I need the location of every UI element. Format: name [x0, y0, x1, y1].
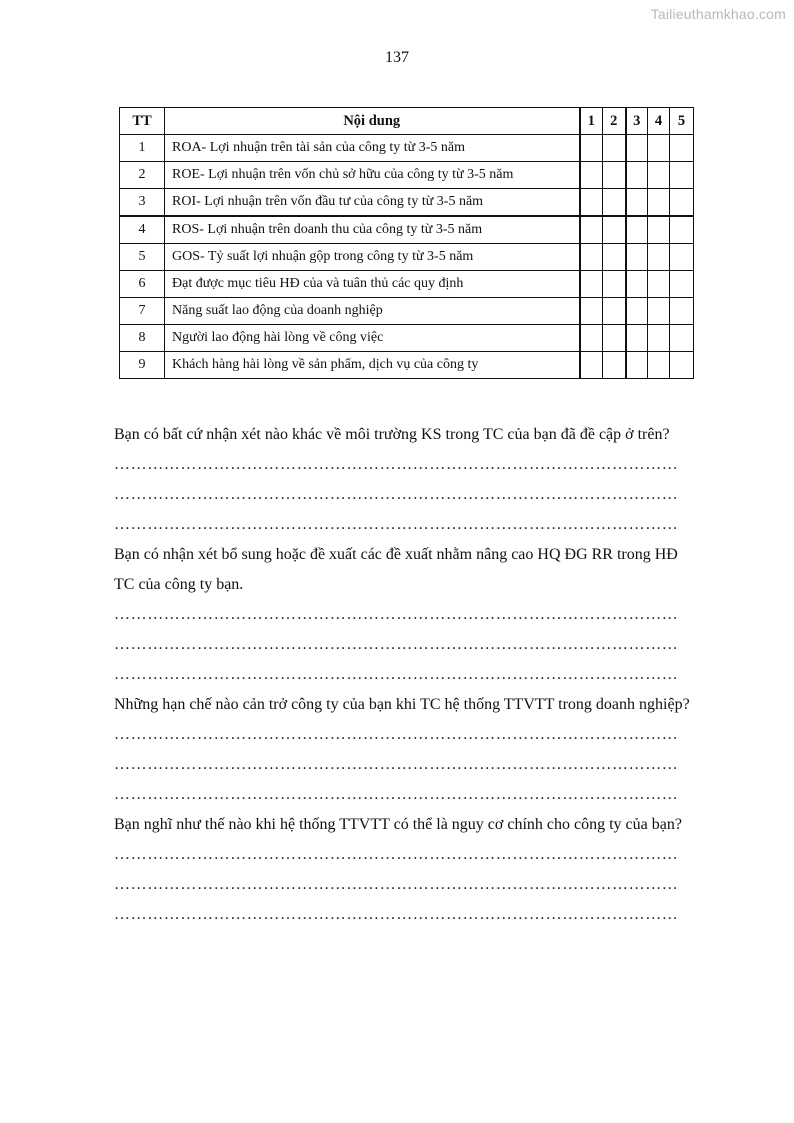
- row-content: Người lao động hài lòng về công việc: [165, 325, 580, 352]
- table-row: [120, 135, 694, 162]
- row-content: ROE- Lợi nhuận trên vốn chủ sở hữu của công ty từ 3-5 năm: [165, 162, 580, 189]
- score-cell-3[interactable]: [626, 189, 648, 217]
- answer-line[interactable]: …………………………………………………………………………………………: [114, 846, 679, 863]
- header-content: Nội dung: [165, 108, 580, 135]
- question-block: [114, 690, 699, 810]
- answer-line[interactable]: …………………………………………………………………………………………: [114, 876, 679, 893]
- score-cell-5[interactable]: [670, 135, 694, 162]
- answer-line[interactable]: …………………………………………………………………………………………: [114, 486, 679, 503]
- score-cell-1[interactable]: [580, 244, 603, 271]
- row-content: Đạt được mục tiêu HĐ của và tuân thủ các quy định: [165, 271, 580, 298]
- row-number: 5: [120, 244, 165, 271]
- row-number: 8: [120, 325, 165, 352]
- score-cell-2[interactable]: [603, 298, 626, 325]
- table-header-row: [120, 108, 694, 135]
- header-score-2: 2: [603, 108, 626, 135]
- row-number: 6: [120, 271, 165, 298]
- table-row: [120, 244, 694, 271]
- score-cell-4[interactable]: [648, 135, 670, 162]
- score-cell-2[interactable]: [603, 244, 626, 271]
- header-tt: TT: [120, 108, 165, 135]
- row-content: ROA- Lợi nhuận trên tài sản của công ty từ 3-5 năm: [165, 135, 580, 162]
- header-score-1: 1: [580, 108, 603, 135]
- score-cell-2[interactable]: [603, 162, 626, 189]
- row-content: GOS- Tỷ suất lợi nhuận gộp trong công ty từ 3-5 năm: [165, 244, 580, 271]
- rating-table: [119, 107, 694, 379]
- score-cell-5[interactable]: [670, 244, 694, 271]
- score-cell-3[interactable]: [626, 352, 648, 379]
- score-cell-4[interactable]: [648, 325, 670, 352]
- score-cell-4[interactable]: [648, 298, 670, 325]
- score-cell-3[interactable]: [626, 244, 648, 271]
- table-row: [120, 352, 694, 379]
- score-cell-5[interactable]: [670, 271, 694, 298]
- score-cell-3[interactable]: [626, 162, 648, 189]
- header-score-3: 3: [626, 108, 648, 135]
- table-row: [120, 216, 694, 244]
- answer-line[interactable]: …………………………………………………………………………………………: [114, 516, 679, 533]
- score-cell-2[interactable]: [603, 325, 626, 352]
- header-score-4: 4: [648, 108, 670, 135]
- score-cell-4[interactable]: [648, 162, 670, 189]
- answer-line[interactable]: …………………………………………………………………………………………: [114, 456, 679, 473]
- question-block: [114, 810, 699, 930]
- row-number: 1: [120, 135, 165, 162]
- score-cell-4[interactable]: [648, 352, 670, 379]
- row-number: 7: [120, 298, 165, 325]
- table-row: [120, 271, 694, 298]
- score-cell-1[interactable]: [580, 162, 603, 189]
- row-content: Năng suất lao động của doanh nghiệp: [165, 298, 580, 325]
- score-cell-1[interactable]: [580, 298, 603, 325]
- score-cell-3[interactable]: [626, 216, 648, 244]
- open-questions: [114, 420, 699, 930]
- question-text: Bạn nghĩ như thế nào khi hệ thống TTVTT có thể là nguy cơ chính cho công ty của bạn?: [114, 816, 682, 833]
- score-cell-4[interactable]: [648, 189, 670, 217]
- score-cell-5[interactable]: [670, 189, 694, 217]
- answer-line[interactable]: …………………………………………………………………………………………: [114, 786, 679, 803]
- score-cell-2[interactable]: [603, 352, 626, 379]
- question-text: Bạn có nhận xét bổ sung hoặc đề xuất các đề xuất nhằm nâng cao HQ ĐG RR trong HĐ TC của công ty bạn.: [114, 546, 678, 593]
- row-content: ROS- Lợi nhuận trên doanh thu của công ty từ 3-5 năm: [165, 216, 580, 244]
- score-cell-3[interactable]: [626, 271, 648, 298]
- page-number: 137: [385, 49, 409, 66]
- answer-line[interactable]: …………………………………………………………………………………………: [114, 756, 679, 773]
- table-row: [120, 162, 694, 189]
- question-text: Bạn có bất cứ nhận xét nào khác về môi trường KS trong TC của bạn đã đề cập ở trên?: [114, 426, 670, 443]
- question-block: [114, 420, 699, 540]
- row-content: ROI- Lợi nhuận trên vốn đầu tư của công ty từ 3-5 năm: [165, 189, 580, 217]
- table-row: [120, 325, 694, 352]
- score-cell-1[interactable]: [580, 216, 603, 244]
- score-cell-1[interactable]: [580, 325, 603, 352]
- row-number: 4: [120, 216, 165, 244]
- answer-line[interactable]: …………………………………………………………………………………………: [114, 906, 679, 923]
- row-number: 3: [120, 189, 165, 217]
- score-cell-1[interactable]: [580, 352, 603, 379]
- score-cell-2[interactable]: [603, 189, 626, 217]
- score-cell-1[interactable]: [580, 135, 603, 162]
- answer-line[interactable]: …………………………………………………………………………………………: [114, 606, 679, 623]
- score-cell-5[interactable]: [670, 325, 694, 352]
- watermark: Tailieuthamkhao.com: [650, 6, 786, 22]
- question-text: Những hạn chế nào cản trở công ty của bạn khi TC hệ thống TTVTT trong doanh nghiệp?: [114, 696, 690, 713]
- score-cell-4[interactable]: [648, 244, 670, 271]
- header-score-5: 5: [670, 108, 694, 135]
- score-cell-1[interactable]: [580, 271, 603, 298]
- row-number: 9: [120, 352, 165, 379]
- row-content: Khách hàng hài lòng về sản phẩm, dịch vụ của công ty: [165, 352, 580, 379]
- score-cell-5[interactable]: [670, 298, 694, 325]
- question-block: [114, 540, 699, 690]
- score-cell-4[interactable]: [648, 216, 670, 244]
- score-cell-2[interactable]: [603, 271, 626, 298]
- score-cell-2[interactable]: [603, 135, 626, 162]
- table-body: [120, 135, 694, 379]
- score-cell-3[interactable]: [626, 135, 648, 162]
- score-cell-4[interactable]: [648, 271, 670, 298]
- score-cell-5[interactable]: [670, 162, 694, 189]
- score-cell-5[interactable]: [670, 352, 694, 379]
- table-row: [120, 189, 694, 217]
- row-number: 2: [120, 162, 165, 189]
- score-cell-1[interactable]: [580, 189, 603, 217]
- score-cell-3[interactable]: [626, 325, 648, 352]
- table-row: [120, 298, 694, 325]
- answer-line[interactable]: …………………………………………………………………………………………: [114, 636, 679, 653]
- score-cell-2[interactable]: [603, 216, 626, 244]
- score-cell-5[interactable]: [670, 216, 694, 244]
- score-cell-3[interactable]: [626, 298, 648, 325]
- answer-line[interactable]: …………………………………………………………………………………………: [114, 726, 679, 743]
- answer-line[interactable]: …………………………………………………………………………………………: [114, 666, 679, 683]
